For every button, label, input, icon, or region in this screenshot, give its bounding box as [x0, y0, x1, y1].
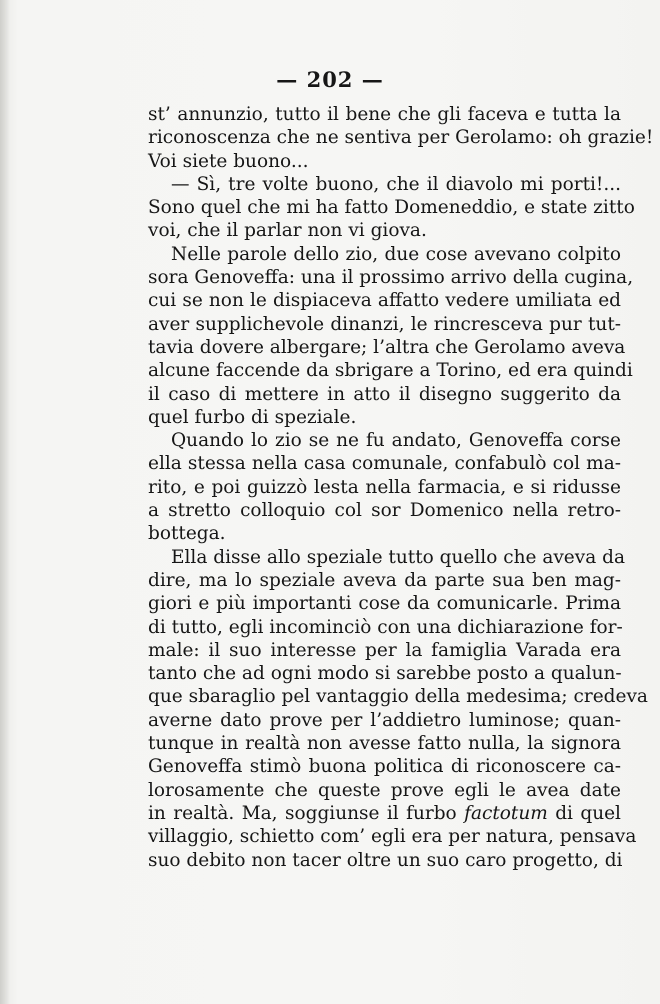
text-line: quel furbo di speziale. [148, 406, 357, 428]
text-line: voi, che il parlar non vi giova. [148, 220, 427, 242]
text-line: que sbaraglio pel vantaggio della medesima; credeva [148, 686, 648, 708]
text-line: riconoscenza che ne sentiva per Gerolamo: oh grazie! [148, 127, 654, 149]
text-line: — Sì, tre volte buono, che il diavolo mi porti!... [171, 173, 621, 195]
page-number: — 202 — [276, 67, 384, 92]
text-line: tavia dovere albergare; l’altra che Gerolamo aveva [148, 336, 626, 358]
text-line: suo debito non tacer oltre un suo caro progetto, di [148, 849, 623, 871]
text-line: tunque in realtà non avesse fatto nulla, la signora [148, 733, 621, 755]
text-line: male: il suo interesse per la famiglia Varada era [148, 639, 621, 661]
text-line: villaggio, schietto com’ egli era per natura, pensava [148, 826, 637, 848]
text-line: dire, ma lo speziale aveva da parte sua ben mag- [148, 569, 621, 591]
text-line: a stretto colloquio col sor Domenico nella retro- [148, 500, 621, 522]
text-line: aver supplichevole dinanzi, le rincresceva pur tut- [148, 313, 621, 335]
text-line: st’ annunzio, tutto il bene che gli faceva e tutta la [148, 104, 621, 125]
text-line: tanto che ad ogni modo si sarebbe posto a qualun- [148, 663, 622, 685]
body-text [148, 103, 654, 872]
text-line: bottega. [148, 523, 226, 545]
text-line: alcune faccende da sbrigare a Torino, ed era quindi [148, 360, 633, 382]
text-segment: di quel [547, 802, 621, 824]
text-line: averne dato prove per l’addietro luminose; quan- [148, 709, 621, 731]
text-line: Sono quel che mi ha fatto Domeneddio, e state zitto [148, 197, 635, 219]
text-line: Nelle parole dello zio, due cose avevano colpito [171, 243, 621, 265]
text-line: Quando lo zio se ne fu andato, Genoveffa corse [171, 430, 621, 452]
text-line: Genoveffa stimò buona politica di riconoscere ca- [148, 756, 621, 778]
page-edge-shadow [0, 0, 10, 1004]
text-line: Ella disse allo speziale tutto quello che aveva da [171, 546, 625, 568]
text-line: Voi siete buono... [148, 150, 309, 172]
text-line: di tutto, egli incominciò con una dichiarazione for- [148, 616, 623, 638]
text-line: ella stessa nella casa comunale, confabulò col ma- [148, 453, 621, 475]
text-line [148, 802, 621, 825]
italic-word: factotum [464, 802, 548, 824]
text-line: lorosamente che queste prove egli le avea date [148, 779, 621, 801]
text-line: rito, e poi guizzò lesta nella farmacia, e si ridusse [148, 476, 621, 498]
text-segment: in realtà. Ma, soggiunse il furbo [148, 802, 465, 824]
text-line: cui se non le dispiaceva affatto vedere umiliata ed [148, 290, 621, 312]
text-line: giori e più importanti cose da comunicarle. Prima [148, 593, 621, 615]
text-line: sora Genoveffa: una il prossimo arrivo della cugina, [148, 267, 634, 289]
text-line: il caso di mettere in atto il disegno suggerito da [148, 383, 621, 405]
